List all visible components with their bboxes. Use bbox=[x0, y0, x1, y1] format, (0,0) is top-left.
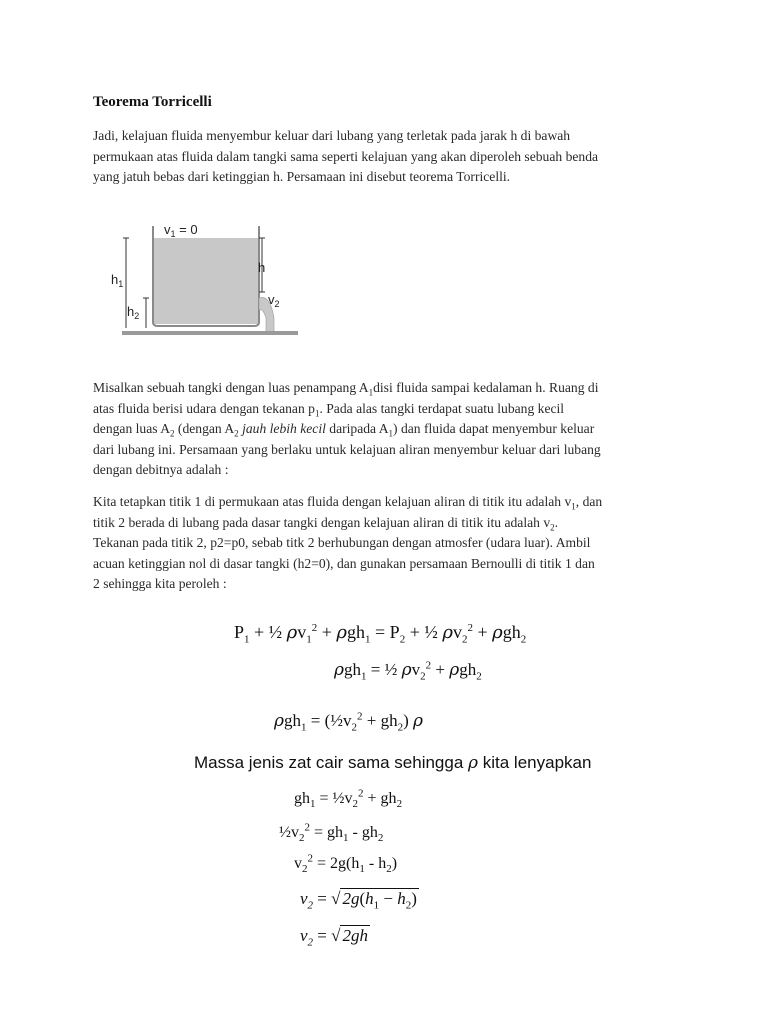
equation-step3: $v_2^2 = 2g(h_1 - h_2)$ bbox=[294, 852, 398, 876]
text-line: Misalkan sebuah tangki dengan luas penampang $A_1disi$ fluida sampai kedalaman h. Ruang di bbox=[93, 380, 599, 398]
text-line: dari lubang ini. Persamaan yang berlaku untuk kelajuan aliran menyembur keluar dari lubang bbox=[93, 441, 601, 457]
intro-line: Jadi, kelajuan fluida menyembur keluar dari lubang yang terletak pada jarak h di bawah bbox=[93, 128, 571, 143]
text-line: titik 2 berada di lubang pada dasar tangki dengan kelajuan aliran di titik itu adalah $v_2$. bbox=[93, 514, 559, 533]
text-line: dengan debitnya adalah : bbox=[93, 462, 229, 477]
equation-bernoulli: $P_1$ + ½ $\rho v_1^2 + \rho gh_1 = P_2$ + ½ $\rho v_2^2 + \rho gh_2$ bbox=[234, 622, 527, 646]
text-line: 2 sehingga kita peroleh : bbox=[93, 576, 227, 591]
ground-line bbox=[122, 331, 298, 335]
text-line: Tekanan pada titik 2, p2=p0, sebab titk 2 berhubungan dengan atmosfer (udara luar). Ambil bbox=[93, 535, 591, 550]
page-title: Teorema Torricelli bbox=[93, 94, 212, 110]
h2-label: $h_2$ bbox=[127, 304, 140, 321]
text-line: Kita tetapkan titik 1 di permukaan atas fluida dengan kelajuan aliran di titik itu adalah $v_1$, dan bbox=[93, 494, 603, 512]
h1-label: $h_1$ bbox=[111, 272, 124, 289]
v1-label: $v_1 = 0$ bbox=[164, 222, 198, 239]
equation-step2: $\frac{1}{2}v_2^2 = gh_1 - gh_2$ bbox=[279, 821, 384, 845]
tank-diagram bbox=[108, 218, 298, 343]
text-line: atas fluida berisi udara dengan tekanan $p_1$. Pada alas tangki terdapat suatu lubang kecil bbox=[93, 400, 565, 419]
v2-label: $v_2$ bbox=[268, 292, 280, 309]
equation-factored: $\rho gh_1 = (\frac{1}{2}v_2^2 + gh_2)$ ρ bbox=[274, 710, 424, 734]
intro-line: permukaan atas fluida dalam tangki sama seperti kelajuan yang akan diperoleh sebuah benda bbox=[93, 148, 599, 164]
text-line: acuan ketinggian nol di dasar tangki (h2=0), dan gunakan persamaan Bernoulli di titik 1 dan bbox=[93, 555, 595, 571]
bernoulli-paragraph bbox=[93, 492, 693, 595]
equation-step4: $v_2$ = √ $2g(h_1 - h_2)$ bbox=[300, 889, 417, 912]
equation-simplified: ρgh$_1$ = ½ $\rho v_2^2 + \rho gh_2$ bbox=[334, 659, 482, 683]
text-line: dengan luas $A_2$ (dengan $A_2$ jauh lebih kecil daripada $A_1$) dan fluida dapat menyembur keluar bbox=[93, 421, 595, 439]
fluid-body bbox=[153, 238, 259, 324]
intro-line: yang jatuh bebas dari ketinggian h. Persamaan ini disebut teorema Torricelli. bbox=[93, 169, 511, 184]
intro-paragraph bbox=[93, 126, 693, 188]
equation-note: Massa jenis zat cair sama sehingga ρ kita lenyapkan bbox=[194, 753, 592, 773]
description-paragraph bbox=[93, 378, 693, 481]
equation-torricelli: $v_2$ = √ 2gh bbox=[300, 926, 368, 949]
equation-step1: $gh_1$ = $\frac{1}{2}v_2^2 + gh_2$ bbox=[294, 787, 403, 811]
h-label: h bbox=[258, 260, 266, 275]
